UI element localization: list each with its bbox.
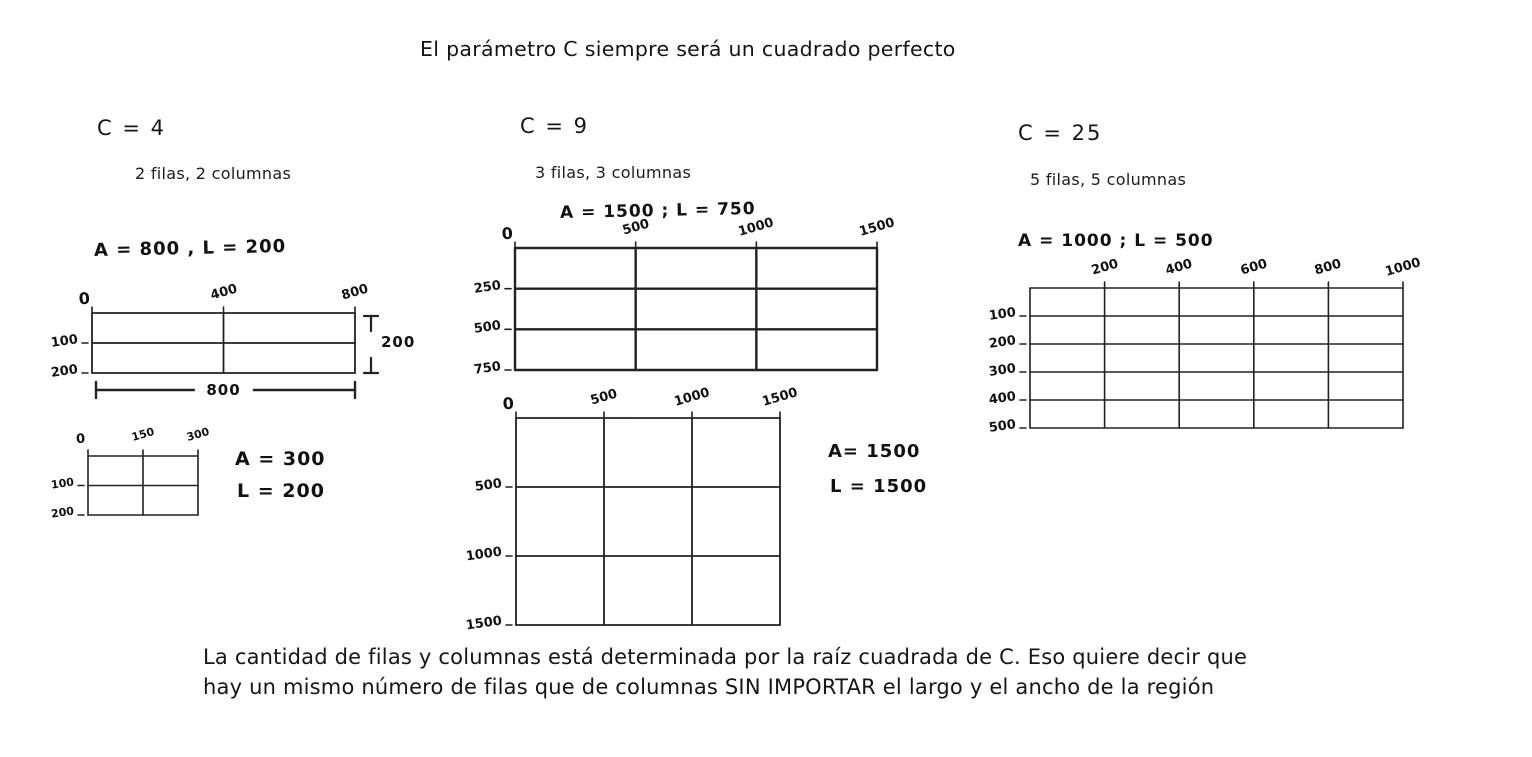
c9-area-length-label: A = 1500 ; L = 750 [559, 198, 756, 224]
c9-grid-1500x750-xtick-0: 0 [501, 223, 514, 244]
c4-grid-300x200-xtick-300: 300 [185, 425, 211, 444]
c4-grid-800x200-height-dim-label: 200 [381, 333, 416, 351]
c25-grid-1000x500-ytick-100: 100 [987, 305, 1017, 324]
c9-grid-1500x1500-xtick-1500: 1500 [760, 385, 800, 410]
c4-grid-800x200-xtick-400: 400 [208, 281, 239, 304]
c4-grid-300x200-xtick-150: 150 [130, 425, 156, 444]
c4-grid-300x200-ytick-200: 200 [50, 504, 75, 521]
c25-grid-1000x500-xtick-200: 200 [1089, 256, 1120, 279]
c9-grid-1500x750-xtick-1000: 1000 [736, 215, 776, 240]
c4-grid-300x200 [28, 406, 308, 565]
c25-grid-1000x500-ytick-400: 400 [987, 389, 1017, 408]
c25-heading: C = 25 [1018, 121, 1103, 145]
c25-grid-1000x500-xtick-800: 800 [1313, 256, 1344, 279]
c4-area-length-label: A = 800 , L = 200 [93, 235, 287, 262]
c25-rows-cols-label: 5 filas, 5 columnas [1030, 170, 1187, 189]
c25-area-length-label: A = 1000 ; L = 500 [1018, 231, 1214, 251]
c25-grid-1000x500-ytick-300: 300 [987, 361, 1017, 380]
c9-grid-1500x1500-xtick-1000: 1000 [672, 385, 712, 410]
c4-grid-300x200-xtick-0: 0 [75, 431, 86, 448]
c9-grid-1500x1500-xtick-0: 0 [502, 393, 515, 414]
c9-grid-1500x1500 [456, 368, 890, 675]
c4-grid-800x200-width-dim-label: 800 [194, 381, 252, 399]
c25-grid-1000x500-ytick-200: 200 [987, 333, 1017, 352]
c4-grid-800x200-ytick-200: 200 [49, 362, 79, 381]
c4-small-grid-length-label: L = 200 [237, 480, 325, 502]
c9-grid-1500x1500-ytick-1500: 1500 [464, 613, 503, 634]
c9-rows-cols-label: 3 filas, 3 columnas [535, 163, 692, 182]
c4-grid-800x200-ytick-100: 100 [49, 332, 79, 351]
c9-heading: C = 9 [520, 114, 589, 138]
c9-grid-1500x1500-ytick-1000: 1000 [464, 544, 503, 565]
c9-grid-1500x750-xtick-500: 500 [620, 216, 651, 239]
c4-grid-300x200-ytick-100: 100 [50, 474, 75, 492]
c25-grid-1000x500-xtick-1000: 1000 [1383, 255, 1423, 280]
c4-grid-800x200-xtick-800: 800 [339, 281, 371, 304]
c9-grid-1500x750-ytick-500: 500 [472, 318, 502, 338]
c9-square-grid-area-label: A= 1500 [828, 441, 921, 462]
c25-grid-1000x500-xtick-400: 400 [1164, 256, 1195, 279]
c4-rows-cols-label: 2 filas, 2 columnas [135, 164, 292, 183]
c9-grid-1500x750-xtick-1500: 1500 [857, 215, 897, 240]
main-title: El parámetro C siempre será un cuadrado perfecto [420, 37, 956, 61]
c25-grid-1000x500-xtick-600: 600 [1238, 256, 1269, 279]
c9-grid-1500x1500-xtick-500: 500 [588, 386, 620, 409]
c9-grid-1500x1500-lines [456, 368, 890, 675]
footer-line-1: La cantidad de filas y columnas está determinada por la raíz cuadrada de C. Eso quiere decir que [203, 645, 1248, 669]
c9-square-grid-length-label: L = 1500 [830, 476, 928, 497]
footer-line-2: hay un mismo número de filas que de columnas SIN IMPORTAR el largo y el ancho de la región [203, 675, 1215, 699]
c9-grid-1500x1500-ytick-500: 500 [473, 476, 503, 495]
c25-grid-1000x500-ytick-500: 500 [987, 417, 1017, 436]
c4-grid-800x200 [32, 263, 465, 423]
c4-small-grid-area-label: A = 300 [235, 448, 326, 470]
c9-grid-1500x750-ytick-750: 750 [472, 359, 502, 378]
c9-grid-1500x750-ytick-250: 250 [472, 277, 502, 297]
c4-grid-800x200-xtick-0: 0 [78, 288, 91, 309]
c25-grid-1000x500 [970, 238, 1513, 478]
c4-heading: C = 4 [97, 116, 166, 140]
